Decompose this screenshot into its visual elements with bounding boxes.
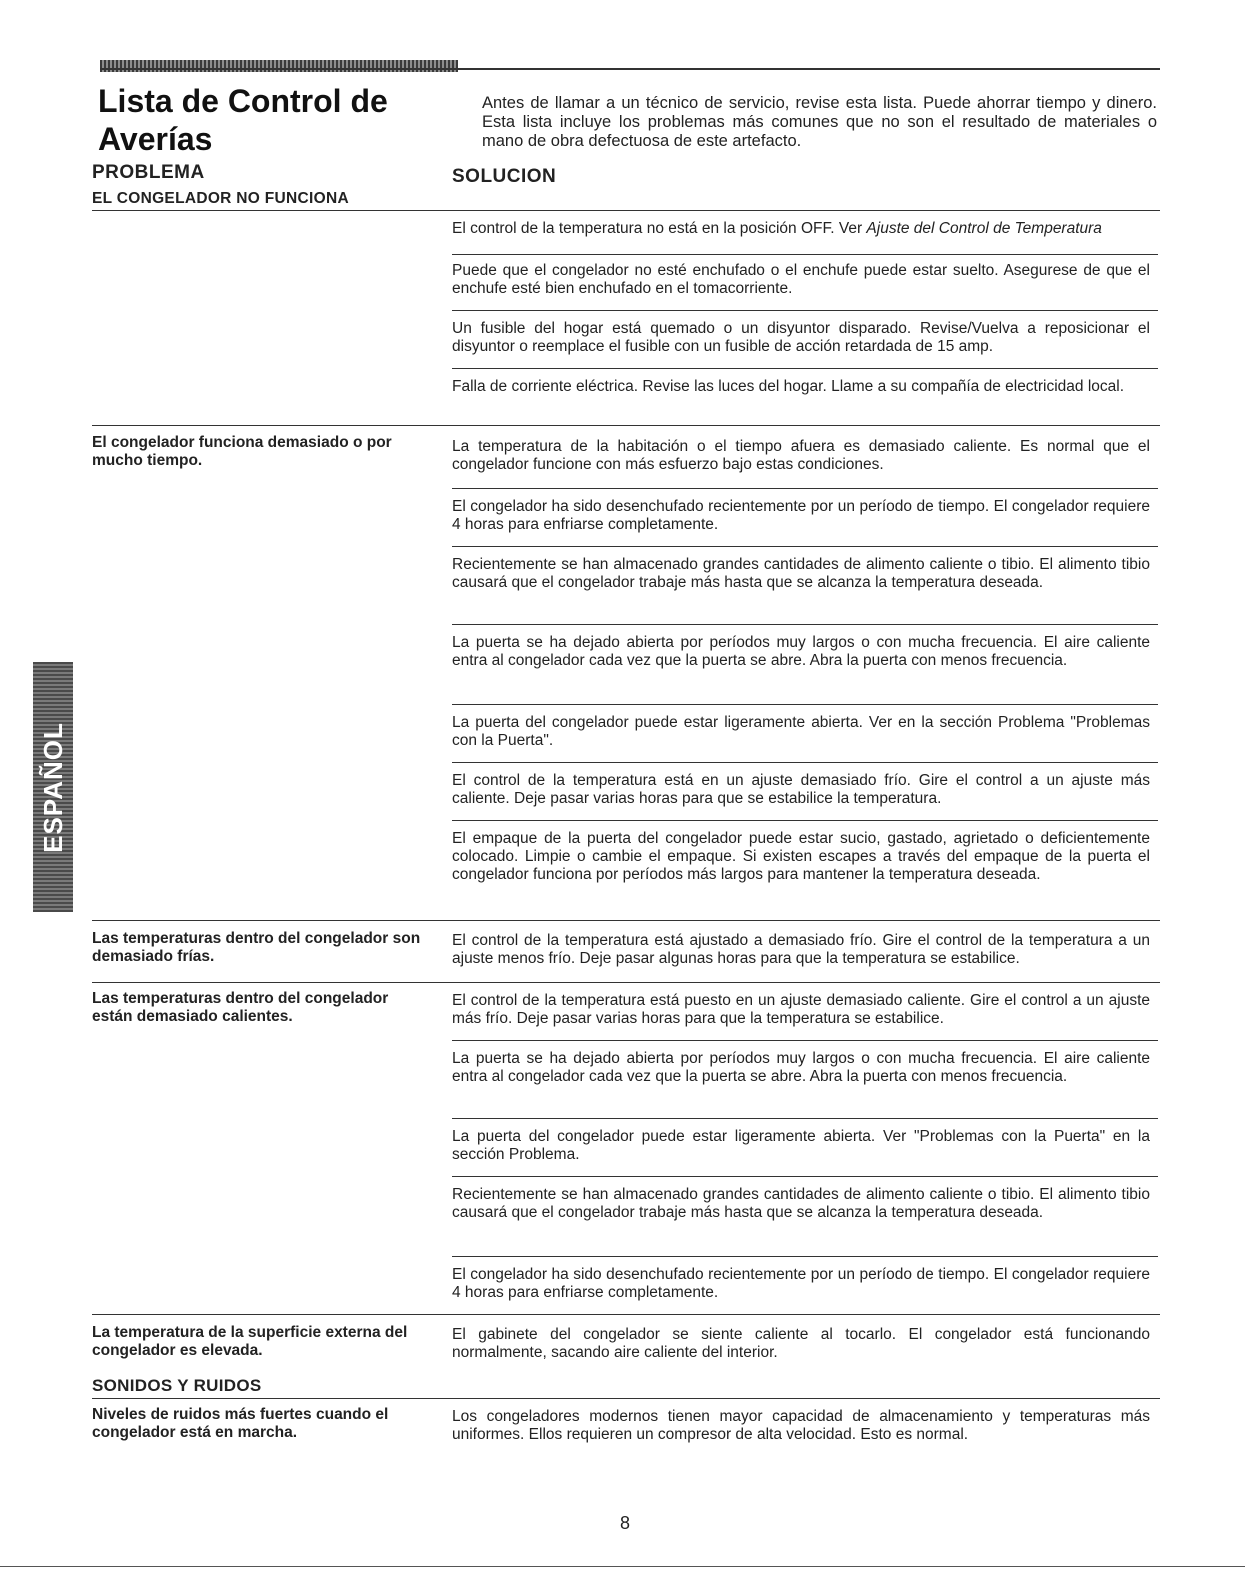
section-heading-no-funciona: EL CONGELADOR NO FUNCIONA [92, 190, 349, 207]
solution-item: El control de la temperatura está ajustado a demasiado frío. Gire el control de la temperatura a un ajuste menos frío. Deje pasar algunas horas para que la temperatura se estabilice. [452, 932, 1150, 967]
row-divider [452, 546, 1158, 547]
row-divider [452, 624, 1158, 625]
solution-item: El congelador ha sido desenchufado recientemente por un período de tiempo. El congelador requiere 4 horas para enfriarse completamente. [452, 1266, 1150, 1301]
row-divider [452, 488, 1158, 489]
problem-item: Las temperaturas dentro del congelador están demasiado calientes. [92, 990, 389, 1025]
solution-item: El control de la temperatura no está en la posición OFF. Ver Ajuste del Control de Temperatura [452, 220, 1102, 237]
row-divider [452, 310, 1158, 311]
problem-rule [92, 982, 1160, 983]
row-divider [452, 1040, 1158, 1041]
solution-item: El control de la temperatura está puesto en un ajuste demasiado caliente. Gire el control a un ajuste más frío. Deje pasar varias horas para que la temperatura se estabilice. [452, 992, 1150, 1027]
language-side-tab-label: ESPAÑOL [37, 721, 68, 853]
language-side-tab [33, 662, 73, 912]
solution-item: La puerta se ha dejado abierta por períodos muy largos o con mucha frecuencia. El aire caliente entra al congelador cada vez que la puerta se abre. Abra la puerta con menos frecuencia. [452, 1050, 1150, 1085]
page-title: Lista de Control de Averías [98, 83, 388, 157]
problem-item: Niveles de ruidos más fuertes cuando el congelador está en marcha. [92, 1406, 389, 1441]
row-divider [452, 1118, 1158, 1119]
intro-paragraph: Antes de llamar a un técnico de servicio, revise esta lista. Puede ahorrar tiempo y dinero. Esta lista incluye los problemas más comunes que no son el resultado de materiales o mano de obra defectuosa de este artefacto. [482, 94, 1157, 150]
solution-item: Puede que el congelador no esté enchufado o el enchufe puede estar suelto. Asegurese de que el enchufe esté bien enchufado en el tomacorriente. [452, 262, 1150, 297]
solution-item: La puerta del congelador puede estar ligeramente abierta. Ver en la sección Problema "Problemas con la Puerta". [452, 714, 1150, 749]
problem-item: Las temperaturas dentro del congelador son demasiado frías. [92, 930, 421, 965]
section-heading-sonidos: SONIDOS Y RUIDOS [92, 1376, 262, 1395]
row-divider [452, 762, 1158, 763]
solution-item: El congelador ha sido desenchufado recientemente por un período de tiempo. El congelador requiere 4 horas para enfriarse completamente. [452, 498, 1150, 533]
page-bottom-rule [0, 1566, 1245, 1567]
solution-item: La puerta del congelador puede estar ligeramente abierta. Ver "Problemas con la Puerta" en la sección Problema. [452, 1128, 1150, 1163]
column-header-problema: PROBLEMA [92, 162, 205, 183]
page-number: 8 [619, 1513, 630, 1533]
section-rule [92, 210, 1160, 211]
problem-item: La temperatura de la superficie externa del congelador es elevada. [92, 1324, 408, 1359]
header-rule [100, 68, 1160, 70]
solution-item: El control de la temperatura está en un ajuste demasiado frío. Gire el control a un ajuste más caliente. Deje pasar varias horas para que se estabilice la temperatura. [452, 772, 1150, 807]
column-header-solucion: SOLUCION [452, 166, 557, 187]
solution-item: Los congeladores modernos tienen mayor capacidad de almacenamiento y temperaturas más uniformes. Ellos requieren un compresor de alta velocidad. Esto es normal. [452, 1408, 1150, 1443]
problem-rule [92, 920, 1160, 921]
solution-item: Falla de corriente eléctrica. Revise las luces del hogar. Llame a su compañía de electricidad local. [452, 378, 1125, 395]
header-bar-decoration [100, 60, 458, 72]
problem-item: El congelador funciona demasiado o por mucho tiempo. [92, 434, 392, 469]
solution-item: La puerta se ha dejado abierta por períodos muy largos o con mucha frecuencia. El aire caliente entra al congelador cada vez que la puerta se abre. Abra la puerta con menos frecuencia. [452, 634, 1150, 669]
row-divider [452, 1176, 1158, 1177]
solution-item: La temperatura de la habitación o el tiempo afuera es demasiado caliente. Es normal que el congelador funcione con más esfuerzo bajo estas condiciones. [452, 438, 1150, 473]
solution-item: Recientemente se han almacenado grandes cantidades de alimento caliente o tibio. El alimento tibio causará que el congelador trabaje más hasta que se alcanza la temperatura deseada. [452, 1186, 1150, 1221]
solution-item: Recientemente se han almacenado grandes cantidades de alimento caliente o tibio. El alimento tibio causará que el congelador trabaje más hasta que se alcanza la temperatura deseada. [452, 556, 1150, 591]
solution-item: Un fusible del hogar está quemado o un disyuntor disparado. Revise/Vuelva a reposicionar el disyuntor o reemplace el fusible con un fusible de acción retardada de 15 amp. [452, 320, 1150, 355]
solution-item: El gabinete del congelador se siente caliente al tocarlo. El congelador está funcionando normalmente, sacando aire caliente del interior. [452, 1326, 1150, 1361]
section-rule [92, 1398, 1160, 1399]
row-divider [452, 1256, 1158, 1257]
row-divider [452, 704, 1158, 705]
row-divider [452, 368, 1158, 369]
problem-rule [92, 1314, 1160, 1315]
row-divider [452, 820, 1158, 821]
row-divider [452, 254, 1158, 255]
problem-rule [92, 425, 1160, 426]
solution-item: El empaque de la puerta del congelador puede estar sucio, gastado, agrietado o deficientemente colocado. Limpie o cambie el empaque. Si existen escapes a través del empaque de la puerta el congelador funciona por períodos más largos para mantener la temperatura deseada. [452, 830, 1150, 883]
